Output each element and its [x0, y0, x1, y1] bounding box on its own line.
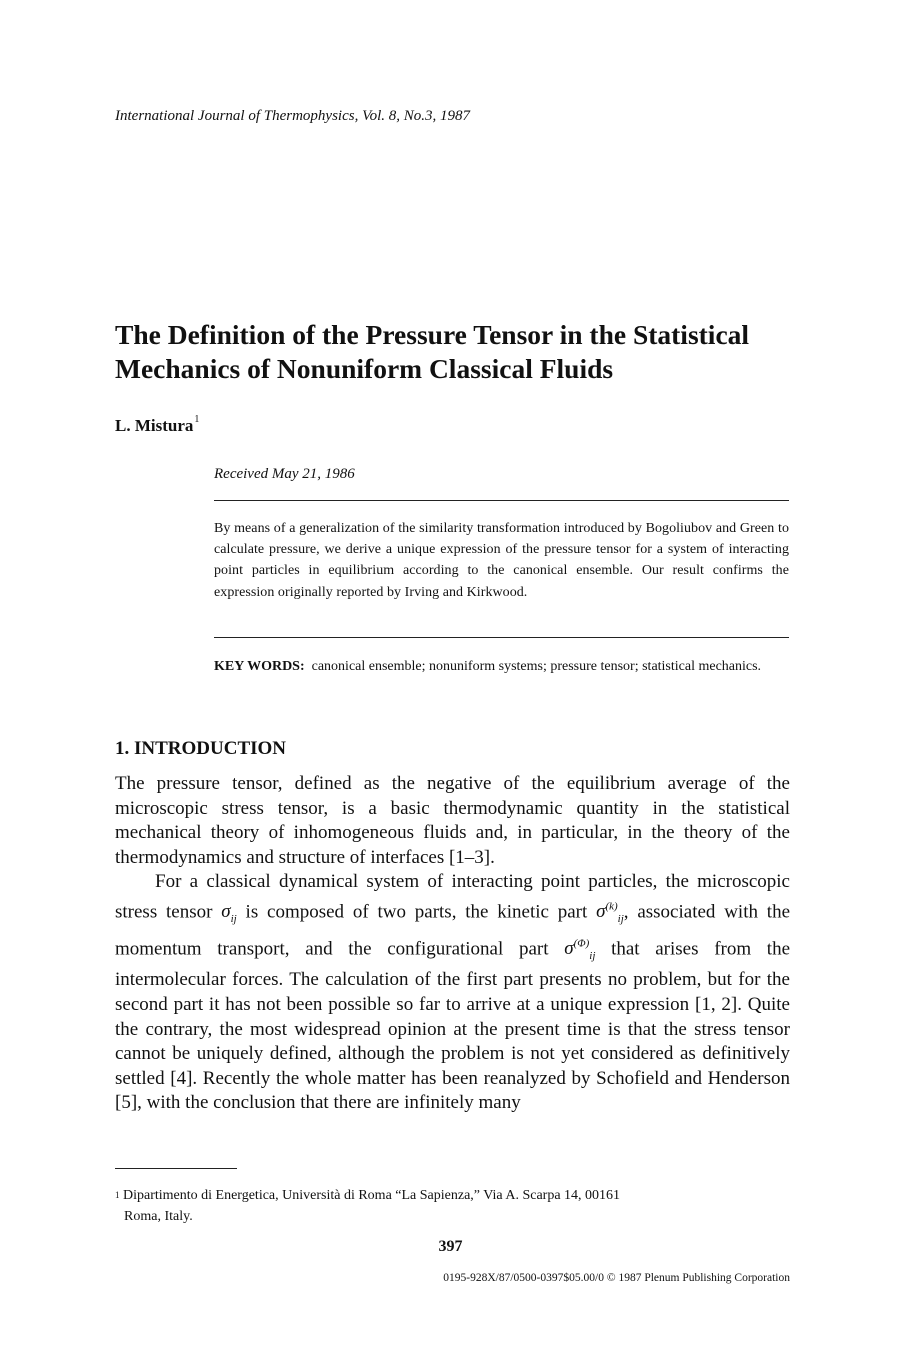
- abstract-bottom-rule: [214, 637, 789, 638]
- k-superscript: (k): [605, 900, 618, 913]
- paragraph-2: [115, 870, 790, 1116]
- paragraph-2-part-d: that arises from the intermolecular forces. The calculation of the first part presents no problem, but for the second part it has not been possible so far to arrive at a unique expression [1, 2]. Quite the contrary, the most widespread opinion at the present time is that the stress tensor cannot be uniquely defined, although the problem is not yet considered as definitively settled [4]. Recently the whole matter has been reanalyzed by Schofield and Henderson [5], with the conclusion that there are infinitely many: [115, 938, 791, 1114]
- paragraph-2-part-a: For a classical dynamical system of interacting point particles, the microscopic stress tensor: [115, 871, 790, 923]
- body-text: [115, 772, 790, 1116]
- kinetic-part-symbol: [596, 900, 624, 926]
- abstract-top-rule: [214, 500, 789, 501]
- configurational-part-symbol: [564, 937, 596, 962]
- sigma-symbol: σ: [221, 901, 231, 923]
- sigma-symbol: σ: [596, 901, 606, 923]
- author-footnote-mark: 1: [194, 414, 200, 425]
- paragraph-1: The pressure tensor, defined as the negative of the equilibrium average of the microscopic stress tensor, is a basic thermodynamic quantity in the statistical mechanical theory of inhomogeneous fluids and, in particular, in the theory of the thermodynamics and structure of interfaces [1–3].: [115, 773, 790, 868]
- ij-subscript: ij: [589, 949, 596, 962]
- section-heading: 1. INTRODUCTION: [115, 738, 287, 759]
- keywords-label: KEY WORDS:: [214, 659, 305, 674]
- footnote-mark: 1: [115, 1190, 120, 1200]
- ij-subscript: ij: [230, 913, 237, 926]
- journal-citation: International Journal of Thermophysics, Vol. 8, No.3, 1987: [115, 108, 470, 124]
- paragraph-2-part-c: , associated with the momentum transport, and the configurational part: [115, 901, 790, 960]
- author-line: [115, 416, 199, 436]
- keywords-text: canonical ensemble; nonuniform systems; pressure tensor; statistical mechanics.: [311, 659, 762, 674]
- author-name: L. Mistura: [115, 416, 194, 435]
- keywords: [214, 656, 789, 678]
- footnote-line-1: Dipartimento di Energetica, Università di Roma “La Sapienza,” Via A. Scarpa 14, 00161: [123, 1188, 621, 1203]
- phi-superscript: (Φ): [573, 937, 590, 950]
- paragraph-2-part-b: is composed of two parts, the kinetic part: [245, 901, 588, 923]
- copyright-line: 0195-928X/87/0500-0397$05.00/0 © 1987 Plenum Publishing Corporation: [443, 1272, 790, 1284]
- received-date: Received May 21, 1986: [214, 466, 355, 482]
- footnote-rule: [115, 1168, 237, 1169]
- ij-subscript: ij: [617, 913, 624, 926]
- abstract-text: By means of a generalization of the similarity transformation introduced by Bogoliubov and Green to calculate pressure, we derive a unique expression of the pressure tensor for a system of interacting point particles in equilibrium according to the canonical ensemble. Our result confirms the expression originally reported by Irving and Kirkwood.: [214, 521, 789, 600]
- page-number: 397: [438, 1238, 463, 1255]
- sigma-symbol: σ: [564, 938, 574, 960]
- footnote-line-2: Roma, Italy.: [124, 1209, 193, 1224]
- footnote: [115, 1185, 790, 1227]
- article-title: The Definition of the Pressure Tensor in the Statistical Mechanics of Nonuniform Classical Fluids: [115, 319, 750, 384]
- stress-tensor-symbol: [221, 901, 237, 926]
